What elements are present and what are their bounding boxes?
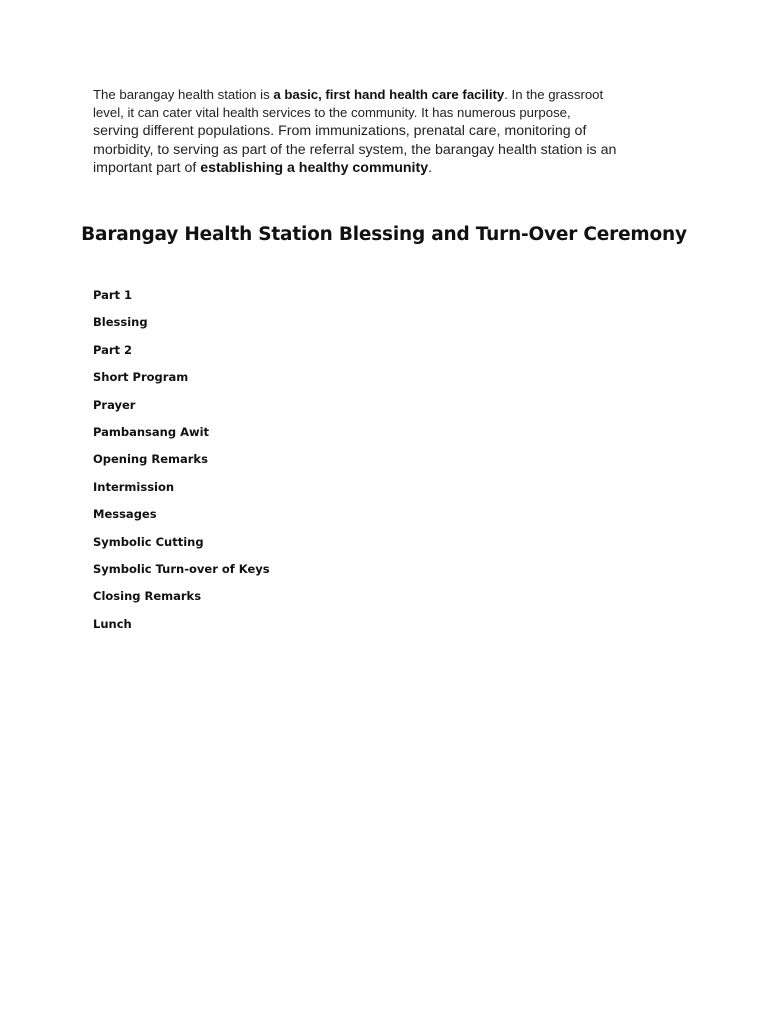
program-item: Intermission xyxy=(93,479,175,494)
intro-line-5-start: important part of xyxy=(93,159,201,176)
intro-line-5 xyxy=(93,159,683,177)
program-item: Symbolic Turn-over of Keys xyxy=(93,561,270,576)
intro-line-2: level, it can cater vital health services to the community. It has numerous purpose, xyxy=(93,105,571,121)
program-item: Lunch xyxy=(93,616,132,631)
program-list xyxy=(93,288,270,644)
intro-paragraph xyxy=(93,86,683,177)
program-item: Closing Remarks xyxy=(93,589,202,604)
intro-line-4: morbidity, to serving as part of the referral system, the barangay health station is an xyxy=(93,141,617,158)
intro-line-1 xyxy=(93,86,683,104)
program-item: Pambansang Awit xyxy=(93,424,210,439)
program-item: Short Program xyxy=(93,370,189,385)
program-item: Part 1 xyxy=(93,288,133,302)
program-item: Symbolic Cutting xyxy=(93,534,204,549)
program-item: Messages xyxy=(93,507,157,522)
intro-emphasis-facility: a basic, first hand health care facility xyxy=(273,87,505,102)
page-title: Barangay Health Station Blessing and Turn-Over Ceremony xyxy=(81,224,687,245)
program-item: Blessing xyxy=(93,315,148,330)
program-item: Prayer xyxy=(93,397,136,412)
intro-line-1-end: . In the grassroot xyxy=(504,87,604,102)
intro-line-3: serving different populations. From immunizations, prenatal care, monitoring of xyxy=(93,123,587,140)
program-item: Part 2 xyxy=(93,342,133,357)
intro-line-5-end: . xyxy=(428,159,433,176)
program-item: Opening Remarks xyxy=(93,452,208,467)
intro-emphasis-community: establishing a healthy community xyxy=(200,159,429,176)
intro-line-1-start: The barangay health station is xyxy=(93,87,274,102)
